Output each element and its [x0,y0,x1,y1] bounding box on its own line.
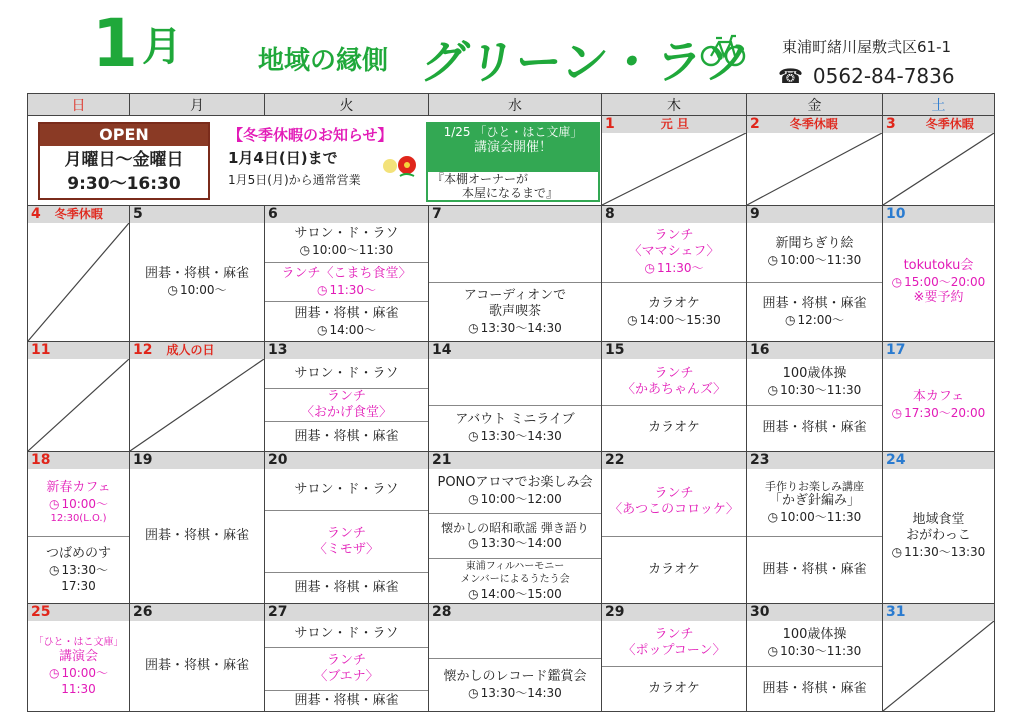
day-number: 20 [265,452,428,469]
clock-icon: ◷ 13:30～ [49,562,108,578]
event-lunch: ランチ 〈おかげ食堂〉 [265,388,428,421]
event: 手作りお楽しみ講座 「かぎ針編み」 ◷ 10:00～11:30 [747,469,882,536]
brand-name: グリーン・ラソ [417,35,754,89]
day-cell [265,604,429,712]
event: 100歳体操 ◷ 10:30～11:30 [747,621,882,666]
announcement-sub1: 『本棚オーナーが [432,172,529,186]
clock-icon: ◷ 10:00～11:30 [300,242,394,258]
month-title [92,5,186,82]
day-number: 31 [883,604,994,621]
notice-title: 【冬季休暇のお知らせ】 [228,126,393,144]
clock-icon: ◷ 10:00～ [167,282,226,298]
day-cell [883,604,995,712]
day-number: 23 [747,452,882,469]
event-empty [429,621,601,658]
day-cell [747,206,883,342]
event: 地域食堂 おがわっこ ◷ 11:30～13:30 [883,469,994,603]
day-number: 28 [429,604,601,621]
day-cell [747,452,883,604]
day-number: 5 [130,206,264,223]
event-lunch: ランチ 〈ミモザ〉 [265,510,428,571]
day-cell [429,342,602,452]
closed-slash [28,223,129,341]
day-cell [429,452,602,604]
day-cell [429,206,602,342]
day-number: 3 冬季休暇 [883,116,994,133]
address: 東浦町緒川屋敷弐区61-1 [782,38,952,56]
event-empty [429,223,601,282]
subtitle: 地域の縁側 [258,46,389,76]
day-cell [28,452,130,604]
weekday-mon: 月 [130,94,265,116]
day-number: 13 [265,342,428,359]
event: カラオケ [602,536,746,604]
day-cell [265,206,429,342]
event: 囲碁・将棋・麻雀 [265,421,428,451]
event: 囲碁・将棋・麻雀 [144,528,249,543]
event: サロン・ド・ラソ [294,626,399,642]
closed-slash [883,133,994,205]
day-cell [602,206,747,342]
clock-icon: ◷ 12:00～ [785,312,844,328]
day-cell [883,452,995,604]
day-number: 21 [429,452,601,469]
event: 新聞ちぎり絵 ◷ 10:00～11:30 [747,223,882,282]
clock-icon: ◷ 10:00～ [49,496,108,512]
day-number: 4 冬季休暇 [28,206,129,223]
holiday-label: 成人の日 [166,343,215,357]
event: 懐かしの昭和歌謡 弾き語り ◷ 13:30～14:00 [429,513,601,558]
weekday-sun: 日 [28,94,130,116]
day-number: 19 [130,452,264,469]
weekday-tue: 火 [265,94,429,116]
day-number: 11 [28,342,129,359]
event: 東浦フィルハーモニー メンバーによるうたう会 ◷ 14:00～15:00 [429,558,601,603]
clock-icon: ◷ 11:30～ [317,282,376,298]
open-hours: 9:30～16:30 [67,174,181,194]
event: 囲碁・将棋・麻雀 [747,666,882,712]
day-number: 7 [429,206,601,223]
clock-icon: ◷ 10:00～ [49,665,108,681]
event: サロン・ド・ラソ ◷ 10:00～11:30 [265,223,428,262]
day-number: 12 成人の日 [130,342,264,359]
event: サロン・ド・ラソ [294,481,399,497]
event: 本カフェ ◷ 17:30～20:00 [883,359,994,451]
day-number: 29 [602,604,746,621]
day-cell [265,342,429,452]
day-cell [28,342,130,452]
event: 囲碁・将棋・麻雀 [747,536,882,604]
event-lunch: ランチ 〈ブエナ〉 [265,647,428,690]
day-cell [28,604,130,712]
day-number: 18 [28,452,129,469]
event: tokutoku会 ◷ 15:00～20:00 ※要予約 [883,223,994,341]
day-number: 30 [747,604,882,621]
clock-icon: ◷ 14:00～15:00 [468,586,562,602]
day-cell [747,342,883,452]
phone-number: 0562-84-7836 [812,64,955,88]
event: カラオケ ◷ 14:00～15:30 [602,282,746,342]
announcement-line1: 1/25 「ひと・はこ文庫」 [443,125,583,139]
event-announcement [426,122,600,170]
day-cell [747,116,883,206]
announcement-line2: 講演会開催！ [473,140,552,155]
event: 囲碁・将棋・麻雀 [144,658,249,673]
clock-icon: ◷ 13:30～14:30 [468,320,562,336]
event: 「ひと・はこ文庫」 講演会 ◷ 10:00～ 11:30 [28,621,129,711]
event: アバウト ミニライブ ◷ 13:30～14:30 [429,405,601,452]
event: 囲碁・将棋・麻雀 ◷ 14:00～ [265,301,428,341]
day-cell [602,116,747,206]
clock-icon: ◷ 10:30～11:30 [768,643,862,659]
calendar-table [27,93,995,712]
notice-line1: 1月4日(日)まで [228,149,338,167]
closed-slash [602,133,746,205]
day-cell [883,342,995,452]
holiday-label: 冬季休暇 [789,117,838,131]
closed-slash [28,359,129,451]
day-number: 14 [429,342,601,359]
day-number: 10 [883,206,994,223]
day-cell [602,452,747,604]
open-label: OPEN [40,124,208,146]
day-cell [130,604,265,712]
event-lunch: ランチ 〈ママシェフ〉 ◷ 11:30～ [602,223,746,282]
day-cell [602,342,747,452]
weekday-fri: 金 [747,94,883,116]
weekday-sat: 土 [883,94,995,116]
day-number: 25 [28,604,129,621]
day-number: 24 [883,452,994,469]
holiday-label: 冬季休暇 [925,117,974,131]
phone [778,64,955,88]
day-number: 16 [747,342,882,359]
event: 囲碁・将棋・麻雀 [265,690,428,711]
clock-icon: ◷ 10:00～11:30 [768,509,862,525]
clock-icon: ◷ 11:30～13:30 [892,544,986,560]
event-empty [429,359,601,405]
day-cell [883,116,995,206]
event: カラオケ [602,405,746,452]
day-number: 15 [602,342,746,359]
event: サロン・ド・ラソ [294,365,399,381]
day-number: 2 冬季休暇 [747,116,882,133]
day-cell [28,206,130,342]
month-char: 月 [141,24,186,70]
event: 囲碁・将棋・麻雀 ◷ 10:00～ [130,223,264,341]
clock-icon: ◷ 13:30～14:30 [468,685,562,701]
day-cell [130,206,265,342]
announcement-subtitle [426,170,600,202]
day-number: 22 [602,452,746,469]
holiday-label: 元 旦 [660,117,689,131]
clock-icon: ◷ 10:00～12:00 [468,491,562,507]
open-hours-box [38,122,210,200]
day-cell [747,604,883,712]
day-cell [429,604,602,712]
event: アコーディオンで 歌声喫茶 ◷ 13:30～14:30 [429,282,601,342]
weekday-wed: 水 [429,94,602,116]
weekday-thu: 木 [602,94,747,116]
day-number: 1 元 旦 [602,116,746,133]
day-cell [265,452,429,604]
clock-icon: ◷ 13:30～14:30 [468,428,562,444]
event-lunch: ランチ〈こまち食堂〉 ◷ 11:30～ [265,262,428,302]
clock-icon: ◷ 10:00～11:30 [768,252,862,268]
flower-icon [380,152,420,180]
day-number: 26 [130,604,264,621]
announcement-sub2: 本屋になるまで』 [462,186,559,200]
clock-icon: ◷ 13:30～14:00 [468,535,562,551]
open-days: 月曜日～金曜日 [64,150,184,170]
event-lunch: ランチ 〈あつこのコロッケ〉 [609,486,739,518]
day-number: 27 [265,604,428,621]
day-number: 17 [883,342,994,359]
bicycle-icon [700,30,746,70]
event-lunch: ランチ 〈かあちゃんズ〉 [621,365,726,397]
closed-slash [747,133,882,205]
event: 囲碁・将棋・麻雀 ◷ 12:00～ [747,282,882,342]
clock-icon: ◷ 14:00～ [317,322,376,338]
day-number: 9 [747,206,882,223]
clock-icon: ◷ 15:00～20:00 [892,274,986,290]
day-number: 8 [602,206,746,223]
month-number: 1 [92,5,142,82]
holiday-label: 冬季休暇 [54,207,103,221]
clock-icon: ◷ 11:30～ [644,260,703,276]
notice-area [28,116,602,206]
clock-icon: ◷ 17:30～20:00 [892,405,986,421]
day-cell [130,342,265,452]
closed-slash [130,359,264,451]
day-number: 6 [265,206,428,223]
event: カラオケ [602,666,746,712]
event: 懐かしのレコード鑑賞会 ◷ 13:30～14:30 [429,658,601,711]
closed-slash [883,621,994,711]
event: 囲碁・将棋・麻雀 [265,572,428,603]
event: PONOアロマでお楽しみ会 ◷ 10:00～12:00 [429,469,601,513]
event: つばめのす ◷ 13:30～ 17:30 [28,536,129,604]
event: 新春カフェ ◷ 10:00～ 12:30(L.O.) [28,469,129,536]
event: 囲碁・将棋・麻雀 [747,405,882,452]
day-cell [602,604,747,712]
clock-icon: ◷ 14:00～15:30 [627,312,721,328]
day-cell [883,206,995,342]
event: 100歳体操 ◷ 10:30～11:30 [747,359,882,405]
notice-line2: 1月5日(月)から通常営業 [228,173,361,187]
telephone-icon: ☎ [778,64,803,88]
clock-icon: ◷ 10:30～11:30 [768,382,862,398]
day-cell [130,452,265,604]
event-lunch: ランチ 〈ポップコーン〉 [622,627,726,659]
